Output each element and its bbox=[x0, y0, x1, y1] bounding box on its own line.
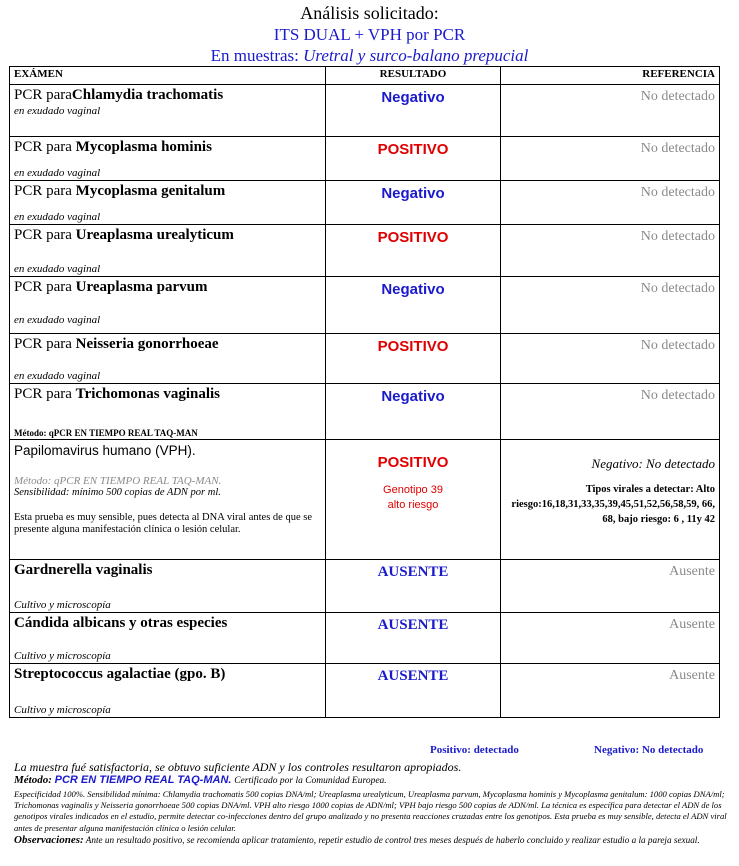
table-row: PCR paraChlamydia trachomatis en exudado vaginal Negativo No detectado bbox=[10, 85, 720, 137]
result-value: AUSENTE bbox=[326, 613, 501, 664]
sample-type: Cultivo y microscopía bbox=[14, 650, 111, 662]
col-exam-header: EXÁMEN bbox=[10, 67, 326, 85]
sample-type: en exudado vaginal bbox=[14, 314, 101, 326]
sample-quality-note: La muestra fué satisfactoria, se obtuvo suficiente ADN y los controles resultaron apropiados. bbox=[14, 760, 462, 774]
organism-name: Trichomonas vaginalis bbox=[75, 386, 220, 402]
organism-name: Chlamydia trachomatis bbox=[71, 87, 224, 103]
col-ref-header: REFERENCIA bbox=[501, 67, 720, 85]
col-result-header: RESULTADO bbox=[326, 67, 501, 85]
method-note: Método: qPCR EN TIEMPO REAL TAQ-MAN bbox=[14, 428, 198, 438]
table-row bbox=[10, 613, 720, 664]
organism-name: Neisseria gonorrhoeae bbox=[75, 336, 219, 352]
table-row: PCR para Mycoplasma hominis en exudado vaginal POSITIVO No detectado bbox=[10, 137, 720, 181]
table-row: PCR para Ureaplasma urealyticum en exudado vaginal POSITIVO No detectado bbox=[10, 225, 720, 277]
result-value: Negativo bbox=[326, 181, 501, 225]
result-value: POSITIVO bbox=[326, 334, 501, 384]
vph-reference-types: Tipos virales a detectar: Alto riesgo:16,18,31,33,35,39,45,51,52,56,58,59, 66, 68, bajo riesgo: 6 , 11y 42 bbox=[511, 484, 715, 525]
table-header bbox=[10, 67, 720, 85]
reference-value: No detectado bbox=[501, 334, 720, 384]
method-line bbox=[14, 774, 730, 786]
sample-type: en exudado vaginal bbox=[14, 263, 101, 275]
analysis-title: Análisis solicitado: bbox=[300, 3, 439, 23]
observations bbox=[14, 834, 730, 846]
organism-name: Ureaplasma parvum bbox=[75, 279, 208, 295]
vph-name: Papilomavirus humano (VPH). bbox=[14, 443, 196, 458]
legend-negative: Negativo: No detectado bbox=[594, 744, 704, 756]
vph-risk: alto riesgo bbox=[387, 499, 439, 511]
result-value: AUSENTE bbox=[326, 560, 501, 613]
sample-type: en exudado vaginal bbox=[14, 211, 101, 223]
samples-value: Uretral y surco-balano prepucial bbox=[303, 46, 529, 65]
samples-line bbox=[0, 46, 739, 66]
organism-name: Ureaplasma urealyticum bbox=[75, 227, 234, 243]
table-row: PCR para Neisseria gonorrhoeae en exudado vaginal POSITIVO No detectado bbox=[10, 334, 720, 384]
vph-result: POSITIVO bbox=[377, 454, 449, 471]
reference-value: No detectado bbox=[501, 181, 720, 225]
vph-method: Método: qPCR EN TIEMPO REAL TAQ-MAN. bbox=[14, 475, 222, 487]
sample-type: en exudado vaginal bbox=[14, 370, 101, 382]
specificity-note: Especificidad 100%. Sensibilidad mínima: Chlamydia trachomatis 500 copias DNA/ml; Ureaplasma urealyticum, Ureaplasma parvum, Mycoplasma hominis y Mycoplasma genitalum: 1000 copias DNA/ml; Trichomonas vaginalis y Neisseria gonorrhoeae 500 copias DNA/ml. VPH alto riesgo 1000 copias de ADN/ml; VPH bajo riesgo 500 copias de ADN/ml. La técnica es específica para detectar el ADN de los genotipos virales indicados en el estudio, permite detectar co-infecciones dentro del grupo analizado y no presenta reacciones cruzadas entre los genotipos. Esta prueba es muy sensible, detecta el ADN viral antes de presentar alguna manifestación clínica o lesión celular. bbox=[14, 789, 727, 833]
table-row bbox=[10, 664, 720, 718]
reference-value: Ausente bbox=[501, 664, 720, 718]
sample-type: Cultivo y microscopía bbox=[14, 599, 111, 611]
result-value: AUSENTE bbox=[326, 664, 501, 718]
result-value: POSITIVO bbox=[326, 137, 501, 181]
vph-sensitivity: Sensibilidad: mínimo 500 copias de ADN por ml. bbox=[14, 487, 221, 498]
sample-type: Cultivo y microscopía bbox=[14, 704, 111, 716]
reference-value: No detectado bbox=[501, 225, 720, 277]
results-table bbox=[9, 66, 720, 718]
table-row: PCR para Mycoplasma genitalum en exudado vaginal Negativo No detectado bbox=[10, 181, 720, 225]
method-label: Método: bbox=[14, 774, 52, 786]
reference-value: No detectado bbox=[501, 384, 720, 440]
analysis-name: ITS DUAL + VPH por PCR bbox=[273, 25, 466, 44]
organism-name: Cándida albicans y otras especies bbox=[14, 615, 228, 631]
table-row bbox=[10, 560, 720, 613]
samples-label: En muestras: bbox=[210, 46, 299, 65]
reference-value: No detectado bbox=[501, 137, 720, 181]
organism-name: Mycoplasma genitalum bbox=[75, 183, 226, 199]
observations-label: Observaciones: bbox=[14, 834, 84, 846]
table-row: PCR para Trichomonas vaginalis Método: qPCR EN TIEMPO REAL TAQ-MAN Negativo No detectado bbox=[10, 384, 720, 440]
reference-value: Ausente bbox=[501, 560, 720, 613]
result-value: POSITIVO bbox=[326, 225, 501, 277]
reference-value: Ausente bbox=[501, 613, 720, 664]
legend-positive: Positivo: detectado bbox=[430, 744, 519, 756]
reference-value: No detectado bbox=[501, 277, 720, 334]
vph-row bbox=[10, 440, 720, 560]
reference-value: No detectado bbox=[501, 85, 720, 137]
result-value: Negativo bbox=[326, 85, 501, 137]
result-value: Negativo bbox=[326, 277, 501, 334]
organism-name: Gardnerella vaginalis bbox=[14, 562, 153, 578]
observations-text: Ante un resultado positivo, se recomienda aplicar tratamiento, repetir estudio de control tres meses después de haberlo concluido y realizar estudio a la pareja sexual. bbox=[85, 835, 700, 845]
sample-type: en exudado vaginal bbox=[14, 105, 101, 117]
vph-note: Esta prueba es muy sensible, pues detecta al DNA viral antes de que se presente alguna manifestación clínica o lesión celular. bbox=[14, 512, 312, 535]
result-value: Negativo bbox=[326, 384, 501, 440]
method-certification: Certificado por la Comunidad Europea. bbox=[234, 776, 387, 786]
sample-type: en exudado vaginal bbox=[14, 167, 101, 179]
vph-genotype: Genotipo 39 bbox=[383, 484, 443, 496]
vph-reference-negative: Negativo: No detectado bbox=[591, 456, 715, 471]
organism-name: Streptococcus agalactiae (gpo. B) bbox=[14, 666, 226, 682]
table-row: PCR para Ureaplasma parvum en exudado vaginal Negativo No detectado bbox=[10, 277, 720, 334]
method-value: PCR EN TIEMPO REAL TAQ-MAN. bbox=[54, 774, 232, 786]
organism-name: Mycoplasma hominis bbox=[75, 139, 212, 155]
